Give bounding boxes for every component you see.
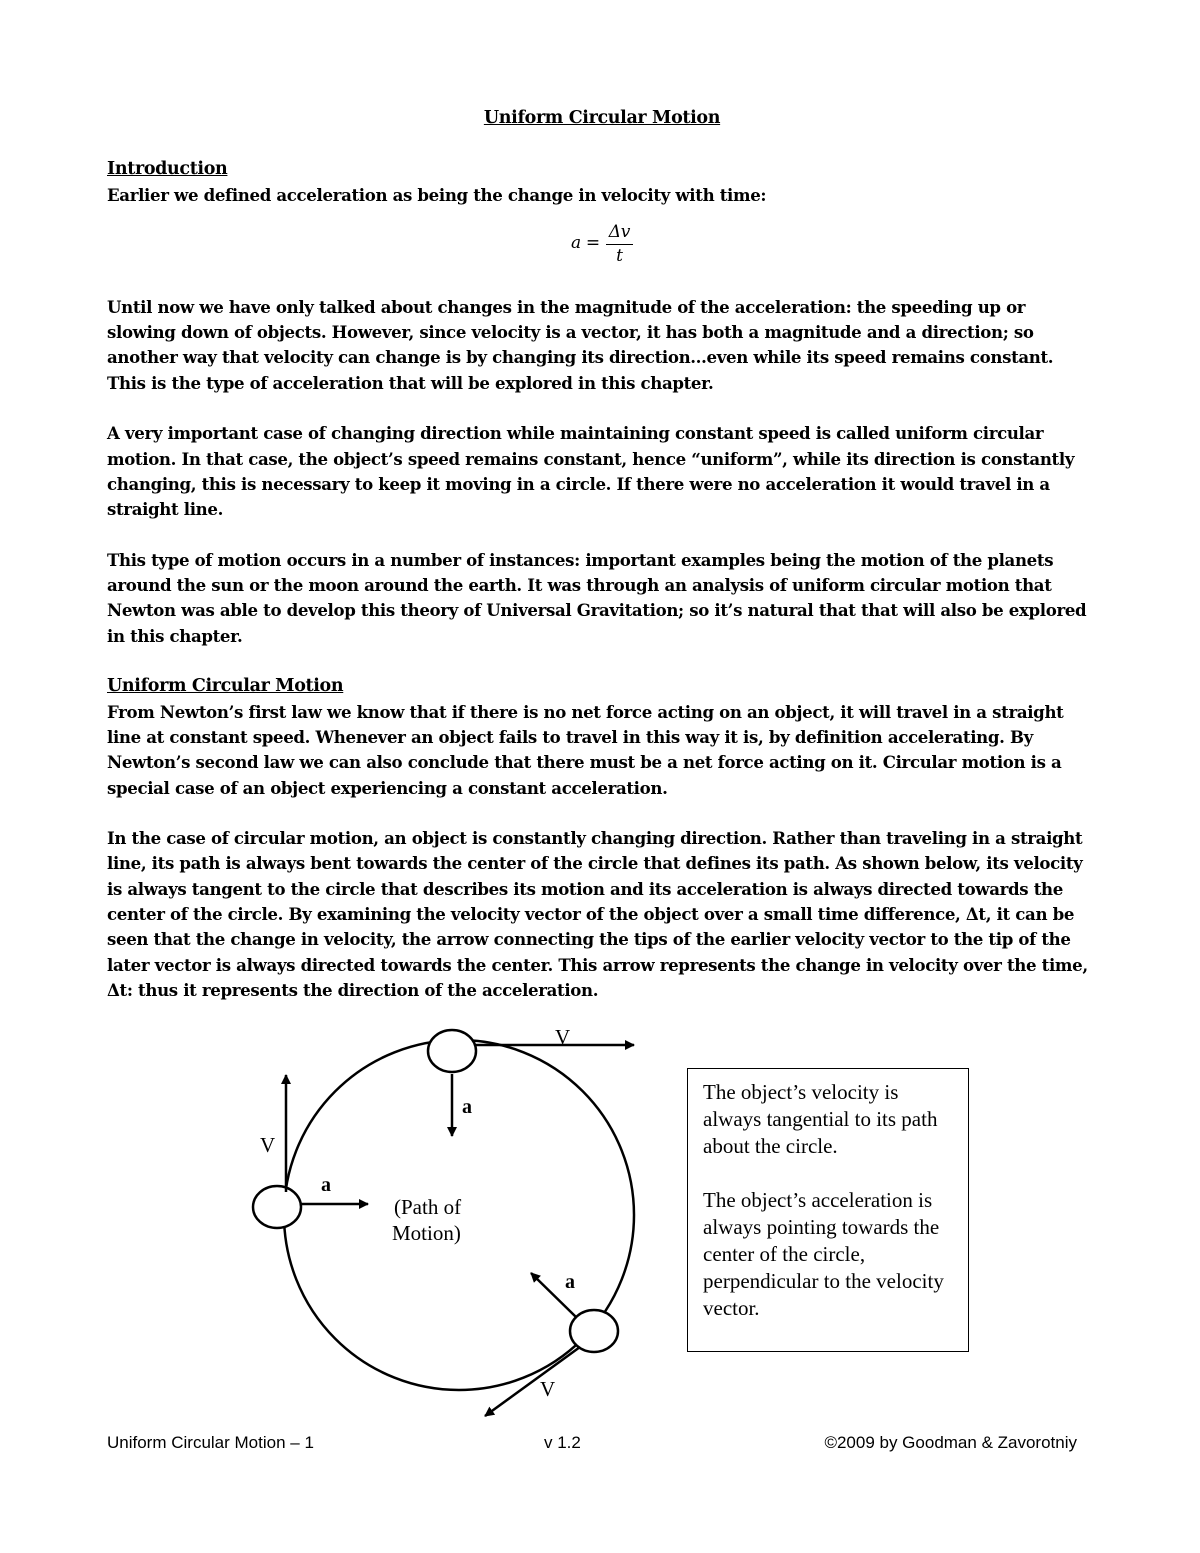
note-acceleration: The object’s acceleration is always pointing towards the center of the circle, perpendicular to the velocity vector. [703, 1188, 944, 1320]
page-footer [107, 1433, 1077, 1459]
object-left [253, 1186, 301, 1228]
intro-lead: Earlier we defined acceleration as being the change in velocity with time: [107, 184, 767, 205]
page-title: Uniform Circular Motion [483, 108, 721, 128]
ucm-paragraph: From Newton’s first law we know that if there is no net force acting on an object, it will travel in a straight line at constant speed. Whenever an object fails to travel in this way it is, by definition accelerating. By Newton’s second law we can also conclude that there must be a net force acting on it. Circular motion is a special case of an object experiencing a constant acceleration. [107, 701, 1064, 798]
acceleration-label-left: a [321, 1174, 331, 1196]
footer-page-label: Uniform Circular Motion – 1 [107, 1433, 314, 1452]
path-label-line1: (Path of [394, 1195, 462, 1219]
intro-paragraph: This type of motion occurs in a number of instances: important examples being the motion of the planets around the sun or the moon around the earth. It was through an analysis of uniform circular motion that Newton was able to develop this theory of Universal Gravitation; so it’s natural that that will also be explored in this chapter. [107, 549, 1087, 646]
ucm-paragraph: In the case of circular motion, an object is constantly changing direction. Rather than traveling in a straight line, its path is always bent towards the center of the circle that defines its path. As shown below, its velocity is always tangent to the circle that describes its motion and its acceleration is always directed towards the center of the circle. By examining the velocity vector of the object over a small time difference, Δt, it can be seen that the change in velocity, the arrow connecting the tips of the earlier velocity vector to the tip of the later vector is always directed towards the center. This arrow represents the change in velocity over the time, Δt: thus it represents the direction of the acceleration. [107, 828, 1088, 1000]
footer-copyright: ©2009 by Goodman & Zavorotniy [824, 1433, 1077, 1452]
path-label-line2: Motion) [392, 1221, 461, 1245]
formula-numerator: Δv [606, 221, 633, 245]
formula-lhs: a = [571, 233, 600, 254]
velocity-label-left: V [260, 1133, 276, 1157]
velocity-label-bottom-right: V [540, 1377, 556, 1401]
section-heading-ucm: Uniform Circular Motion [107, 676, 344, 697]
formula-denominator: t [616, 245, 623, 266]
note-velocity: The object’s velocity is always tangential to its path about the circle. [703, 1080, 938, 1158]
acceleration-label-top: a [462, 1096, 472, 1118]
footer-version: v 1.2 [544, 1433, 581, 1452]
explanation-box [687, 1068, 969, 1352]
velocity-arrow-bottom-right [485, 1347, 580, 1416]
section-heading-introduction: Introduction [107, 159, 228, 180]
object-top [428, 1030, 476, 1072]
object-bottom-right [570, 1310, 618, 1352]
intro-paragraph: Until now we have only talked about changes in the magnitude of the acceleration: the speeding up or slowing down of objects. However, since velocity is a vector, it has both a magnitude and a direction; so another way that velocity can change is by changing its direction…even while its speed remains constant. This is the type of acceleration that will be explored in this chapter. [107, 296, 1054, 393]
velocity-label-top: V [555, 1025, 571, 1049]
intro-paragraph: A very important case of changing direction while maintaining constant speed is called uniform circular motion. In that case, the object’s speed remains constant, hence “uniform”, while its direction is constantly changing, this is necessary to keep it moving in a circle. If there were no acceleration it would travel in a straight line. [107, 423, 1075, 520]
acceleration-label-bottom-right: a [565, 1271, 575, 1293]
